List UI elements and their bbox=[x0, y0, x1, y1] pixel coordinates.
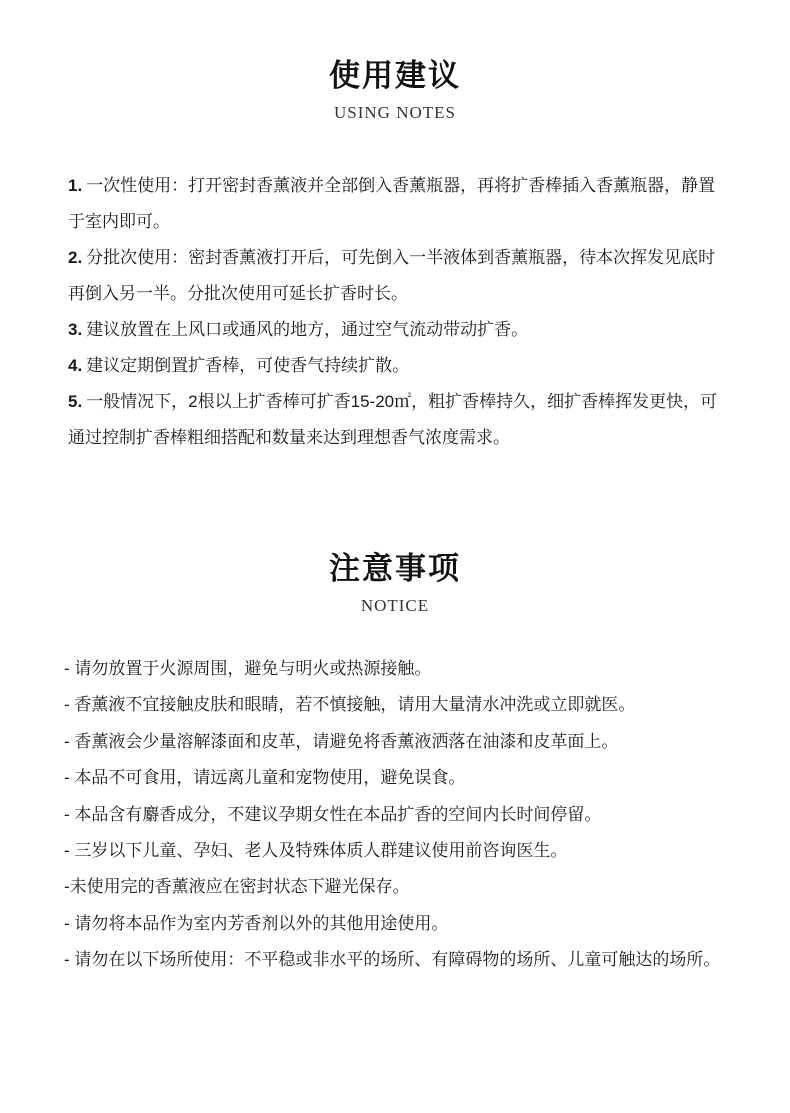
usage-note-item bbox=[68, 348, 728, 384]
item-text: 一般情况下，2根以上扩香棒可扩香15-20㎡，粗扩香棒持久，细扩香棒挥发更快，可通过控制扩香棒粗细搭配和数量来达到理想香气浓度需求。 bbox=[68, 392, 718, 447]
usage-title: 使用建议 bbox=[329, 58, 461, 93]
notice-list bbox=[64, 651, 764, 979]
item-number: 2. bbox=[68, 248, 83, 267]
item-number: 1. bbox=[68, 176, 83, 195]
usage-note-item bbox=[68, 384, 728, 456]
item-text: 分批次使用：密封香薰液打开后，可先倒入一半液体到香薰瓶器，待本次挥发见底时再倒入另一半。分批次使用可延长扩香时长。 bbox=[68, 248, 716, 303]
usage-note-item bbox=[68, 312, 728, 348]
notice-item: - 本品不可食用，请远离儿童和宠物使用，避免误食。 bbox=[64, 768, 466, 788]
notice-item: - 三岁以下儿童、孕妇、老人及特殊体质人群建议使用前咨询医生。 bbox=[64, 841, 568, 861]
item-number: 5. bbox=[68, 392, 83, 411]
notice-item: - 香薰液会少量溶解漆面和皮革，请避免将香薰液洒落在油漆和皮革面上。 bbox=[64, 731, 619, 751]
item-text: 建议定期倒置扩香棒，可使香气持续扩散。 bbox=[86, 356, 410, 375]
notice-item: - 请勿放置于火源周围，避免与明火或热源接触。 bbox=[64, 659, 432, 678]
notice-item: - 请勿在以下场所使用：不平稳或非水平的场所、有障碍物的场所、儿童可触达的场所。 bbox=[64, 950, 721, 970]
usage-subtitle: USING NOTES bbox=[334, 103, 456, 122]
item-text: 一次性使用：打开密封香薰液并全部倒入香薰瓶器，再将扩香棒插入香薰瓶器，静置于室内即可。 bbox=[68, 176, 716, 231]
usage-notes-list bbox=[68, 168, 728, 456]
usage-note-item bbox=[68, 240, 728, 312]
item-number: 4. bbox=[68, 356, 83, 375]
notice-subtitle: NOTICE bbox=[360, 596, 430, 615]
notice-item: - 香薰液不宜接触皮肤和眼睛，若不慎接触，请用大量清水冲洗或立即就医。 bbox=[64, 695, 636, 715]
usage-note-item bbox=[68, 168, 728, 240]
notice-item: -未使用完的香薰液应在密封状态下避光保存。 bbox=[64, 877, 410, 897]
notice-item: - 请勿将本品作为室内芳香剂以外的其他用途使用。 bbox=[64, 913, 449, 933]
item-number: 3. bbox=[68, 320, 83, 339]
notice-item: - 本品含有麝香成分，不建议孕期女性在本品扩香的空间内长时间停留。 bbox=[64, 804, 602, 824]
notice-title: 注意事项 bbox=[329, 551, 461, 586]
item-text: 建议放置在上风口或通风的地方，通过空气流动带动扩香。 bbox=[86, 320, 529, 339]
